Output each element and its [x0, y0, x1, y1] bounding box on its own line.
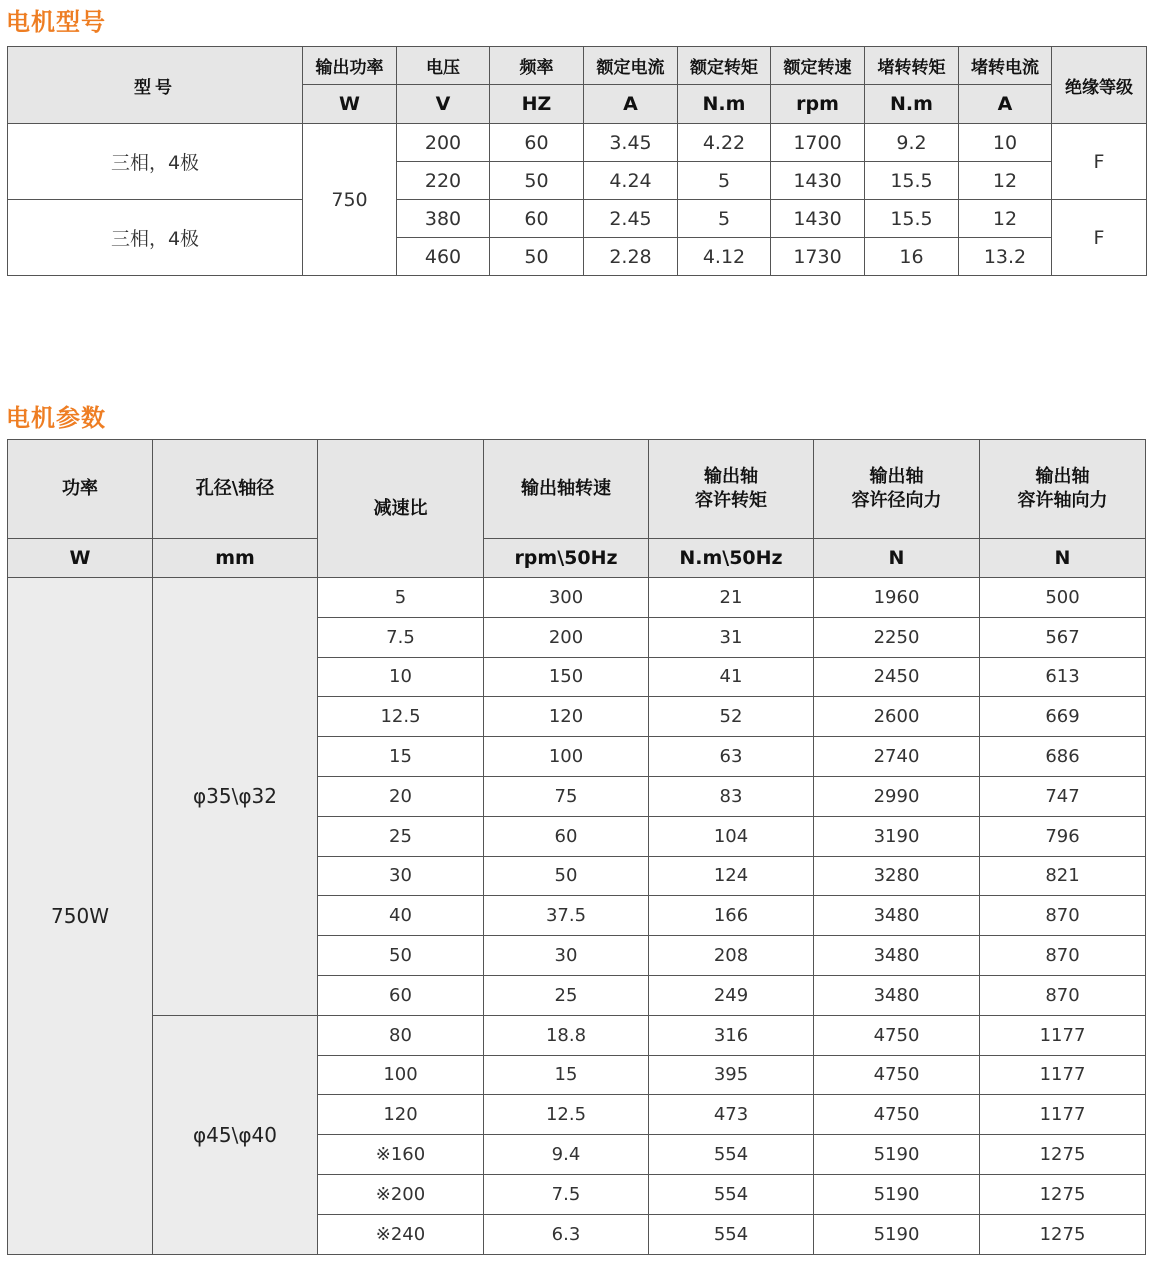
data-cell: 669: [980, 697, 1146, 737]
data-cell: 2450: [814, 657, 980, 697]
data-cell: 15: [318, 737, 484, 777]
data-cell: 12.5: [318, 697, 484, 737]
data-cell: 5190: [814, 1214, 980, 1254]
data-cell: 6.3: [484, 1214, 649, 1254]
data-cell: 12: [959, 162, 1052, 200]
data-cell: 1275: [980, 1135, 1146, 1175]
data-cell: 554: [649, 1135, 814, 1175]
model-cell: 三相，4极: [8, 200, 303, 276]
header-frequency: 频率: [490, 47, 584, 85]
data-cell: 30: [484, 936, 649, 976]
data-cell: 2.28: [584, 238, 678, 276]
unit-allow-torque: N.m\50Hz: [649, 539, 814, 578]
header-line: 输出轴: [869, 466, 924, 487]
data-cell: 200: [484, 617, 649, 657]
header-ratio: 减速比: [318, 440, 484, 578]
data-cell: 60: [484, 816, 649, 856]
data-cell: ※160: [318, 1135, 484, 1175]
data-cell: 1730: [771, 238, 865, 276]
data-cell: 1960: [814, 578, 980, 618]
header-output-speed: 输出轴转速: [484, 440, 649, 539]
header-allow-torque: [649, 440, 814, 539]
insulation-cell: F: [1052, 124, 1147, 200]
header-line: 输出轴: [704, 466, 758, 487]
data-cell: 40: [318, 896, 484, 936]
data-cell: 3480: [814, 936, 980, 976]
data-cell: 15.5: [865, 200, 959, 238]
data-cell: 460: [397, 238, 490, 276]
data-cell: 52: [649, 697, 814, 737]
data-cell: 1275: [980, 1174, 1146, 1214]
table-row: [8, 1015, 1146, 1055]
data-cell: 2740: [814, 737, 980, 777]
data-cell: 50: [490, 238, 584, 276]
data-cell: 124: [649, 856, 814, 896]
header-output-power: 输出功率: [303, 47, 397, 85]
data-cell: 75: [484, 776, 649, 816]
unit-power: W: [8, 539, 153, 578]
data-cell: 200: [397, 124, 490, 162]
table-row: [8, 124, 1147, 162]
unit-cell: N.m: [865, 85, 959, 124]
data-cell: 1177: [980, 1015, 1146, 1055]
data-cell: 9.4: [484, 1135, 649, 1175]
data-cell: 25: [484, 975, 649, 1015]
data-cell: 380: [397, 200, 490, 238]
data-cell: 1177: [980, 1095, 1146, 1135]
data-cell: 613: [980, 657, 1146, 697]
data-cell: 870: [980, 975, 1146, 1015]
data-cell: 2250: [814, 617, 980, 657]
data-cell: 83: [649, 776, 814, 816]
data-cell: 9.2: [865, 124, 959, 162]
data-cell: 12.5: [484, 1095, 649, 1135]
data-cell: 208: [649, 936, 814, 976]
motor-model-table: [7, 46, 1147, 276]
unit-cell: N.m: [678, 85, 771, 124]
header-model: 型号: [8, 47, 303, 124]
header-radial-force: [814, 440, 980, 539]
data-cell: 15.5: [865, 162, 959, 200]
data-cell: 870: [980, 896, 1146, 936]
data-cell: 796: [980, 816, 1146, 856]
data-cell: 37.5: [484, 896, 649, 936]
data-cell: 166: [649, 896, 814, 936]
unit-output-speed: rpm\50Hz: [484, 539, 649, 578]
data-cell: 4750: [814, 1015, 980, 1055]
data-cell: 100: [484, 737, 649, 777]
data-cell: 1430: [771, 162, 865, 200]
data-cell: 16: [865, 238, 959, 276]
data-cell: 3280: [814, 856, 980, 896]
unit-bore-shaft: mm: [153, 539, 318, 578]
header-rated-torque: 额定转矩: [678, 47, 771, 85]
header-line: 容许径向力: [851, 490, 942, 511]
data-cell: 20: [318, 776, 484, 816]
model-cell: 三相，4极: [8, 124, 303, 200]
data-cell: 1177: [980, 1055, 1146, 1095]
shaft-group-cell: φ45\φ40: [153, 1015, 318, 1254]
data-cell: 747: [980, 776, 1146, 816]
data-cell: 2.45: [584, 200, 678, 238]
header-bore-shaft: 孔径\轴径: [153, 440, 318, 539]
table-row: [8, 578, 1146, 618]
data-cell: 4.22: [678, 124, 771, 162]
data-cell: 150: [484, 657, 649, 697]
data-cell: 5: [678, 162, 771, 200]
data-cell: 554: [649, 1174, 814, 1214]
data-cell: 4750: [814, 1055, 980, 1095]
insulation-cell: F: [1052, 200, 1147, 276]
header-voltage: 电压: [397, 47, 490, 85]
header-stall-current: 堵转电流: [959, 47, 1052, 85]
data-cell: 60: [490, 124, 584, 162]
data-cell: 50: [318, 936, 484, 976]
data-cell: 7.5: [484, 1174, 649, 1214]
data-cell: 554: [649, 1214, 814, 1254]
data-cell: 50: [490, 162, 584, 200]
section-title-motor-model: 电机型号: [6, 8, 106, 36]
data-cell: 4.12: [678, 238, 771, 276]
data-cell: 5190: [814, 1174, 980, 1214]
unit-cell: V: [397, 85, 490, 124]
power-value-cell: 750W: [8, 578, 153, 1255]
data-cell: 821: [980, 856, 1146, 896]
header-stall-torque: 堵转转矩: [865, 47, 959, 85]
header-axial-force: [980, 440, 1146, 539]
data-cell: 50: [484, 856, 649, 896]
data-cell: 3.45: [584, 124, 678, 162]
data-cell: 249: [649, 975, 814, 1015]
data-cell: 18.8: [484, 1015, 649, 1055]
unit-cell: rpm: [771, 85, 865, 124]
data-cell: 2990: [814, 776, 980, 816]
header-power: 功率: [8, 440, 153, 539]
unit-axial-force: N: [980, 539, 1146, 578]
shaft-group-cell: φ35\φ32: [153, 578, 318, 1016]
motor-params-table: [7, 439, 1146, 1255]
header-line: 输出轴: [1035, 466, 1090, 487]
data-cell: 41: [649, 657, 814, 697]
data-cell: 3190: [814, 816, 980, 856]
data-cell: 473: [649, 1095, 814, 1135]
data-cell: 25: [318, 816, 484, 856]
header-rated-speed: 额定转速: [771, 47, 865, 85]
data-cell: 13.2: [959, 238, 1052, 276]
header-rated-current: 额定电流: [584, 47, 678, 85]
data-cell: 1700: [771, 124, 865, 162]
data-cell: 100: [318, 1055, 484, 1095]
data-cell: 1430: [771, 200, 865, 238]
header-line: 容许轴向力: [1017, 490, 1108, 511]
data-cell: 7.5: [318, 617, 484, 657]
data-cell: 21: [649, 578, 814, 618]
data-cell: 63: [649, 737, 814, 777]
data-cell: 220: [397, 162, 490, 200]
data-cell: 31: [649, 617, 814, 657]
unit-cell: A: [959, 85, 1052, 124]
power-cell: 750: [303, 124, 397, 276]
data-cell: 80: [318, 1015, 484, 1055]
data-cell: 10: [318, 657, 484, 697]
data-cell: 870: [980, 936, 1146, 976]
data-cell: 500: [980, 578, 1146, 618]
data-cell: 1275: [980, 1214, 1146, 1254]
data-cell: 60: [490, 200, 584, 238]
data-cell: 316: [649, 1015, 814, 1055]
data-cell: 60: [318, 975, 484, 1015]
section-title-motor-params: 电机参数: [6, 404, 106, 432]
unit-cell: W: [303, 85, 397, 124]
data-cell: 10: [959, 124, 1052, 162]
data-cell: 300: [484, 578, 649, 618]
data-cell: 15: [484, 1055, 649, 1095]
data-cell: 120: [484, 697, 649, 737]
data-cell: 120: [318, 1095, 484, 1135]
data-cell: 5190: [814, 1135, 980, 1175]
data-cell: 4750: [814, 1095, 980, 1135]
data-cell: 395: [649, 1055, 814, 1095]
unit-radial-force: N: [814, 539, 980, 578]
data-cell: 30: [318, 856, 484, 896]
header-insulation: 绝缘等级: [1052, 47, 1147, 124]
data-cell: ※200: [318, 1174, 484, 1214]
data-cell: 104: [649, 816, 814, 856]
unit-cell: HZ: [490, 85, 584, 124]
data-cell: 686: [980, 737, 1146, 777]
data-cell: 567: [980, 617, 1146, 657]
data-cell: ※240: [318, 1214, 484, 1254]
header-line: 容许转矩: [695, 490, 767, 511]
data-cell: 5: [318, 578, 484, 618]
data-cell: 5: [678, 200, 771, 238]
data-cell: 4.24: [584, 162, 678, 200]
data-cell: 3480: [814, 975, 980, 1015]
unit-cell: A: [584, 85, 678, 124]
data-cell: 3480: [814, 896, 980, 936]
data-cell: 12: [959, 200, 1052, 238]
data-cell: 2600: [814, 697, 980, 737]
table-row: [8, 200, 1147, 238]
